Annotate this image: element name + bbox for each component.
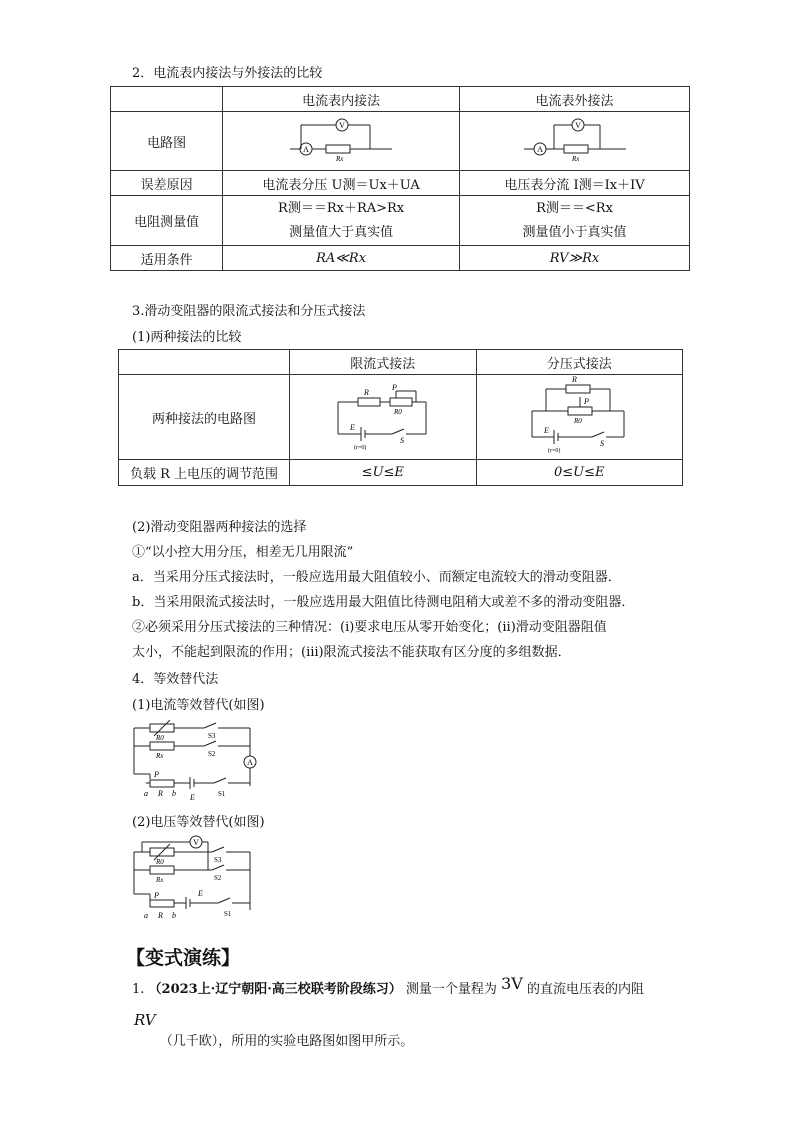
ammeter-symbol: A [536,145,543,154]
s1-label: S1 [218,790,226,798]
a-label: a [144,789,148,798]
e-label: E [198,889,203,898]
e-label: E [190,793,195,802]
r0-label: R0 [156,858,164,866]
section-4-sub1: (1)电流等效替代(如图) [132,698,265,713]
header-outer: 电流表外接法 [460,87,690,112]
section-3-p3: b．当采用限流式接法时，一般应选用最大阻值比待测电阻稍大或差不多的滑动变阻器． [132,595,635,610]
r-label: R [572,375,578,384]
range-limit: ≤U≤E [290,460,477,486]
s3-label: S3 [208,732,216,740]
section-4-sub2: (2)电压等效替代(如图) [132,815,265,830]
circuit-divide [476,375,682,460]
header-limit: 限流式接法 [290,350,477,375]
ammeter-symbol: A [247,758,253,767]
voltmeter-range: 3V [501,974,523,993]
practice-heading: 【变式演练】 [126,947,241,969]
divide-circuit-diagram [524,375,634,455]
b-label: b [172,789,176,798]
question-source: （2023上·辽宁朝阳·高三校联考阶段练习） [148,982,402,997]
voltmeter-symbol: V [339,121,345,130]
question-text-c: （几千欧），所用的实验电路图如图甲所示。 [159,1034,414,1049]
r-label: R [363,388,369,397]
e-label: E [544,426,550,435]
error-outer: 电压表分流 I测＝Ix＋IV [460,171,690,196]
voltage-substitution-circuit [128,832,268,924]
rx-label: Rx [156,876,164,884]
voltmeter-symbol: V [574,121,581,130]
r0-internal-label: (r=0) [353,445,367,450]
s-label: S [600,439,605,448]
header-divide: 分压式接法 [476,350,682,375]
a-label: a [144,911,148,920]
rx-label: Rx [156,752,164,760]
circuit-inner-diagram [286,116,396,162]
circuit-outer-diagram [520,116,630,162]
measure-outer-formula: R测＝＝<Rx [536,200,613,216]
ammeter-connection-table [110,86,690,271]
section-4-title: 4．等效替代法 [132,672,219,687]
error-inner: 电流表分压 U测＝Ux＋UA [223,171,460,196]
rheostat-connection-table [118,349,683,486]
question-text-a: 测量一个量程为 [405,982,497,997]
p-label: P [154,770,159,779]
s3-label: S3 [214,856,222,864]
condition-inner: RA≪Rx [223,246,460,271]
row-circuit-label: 两种接法的电路图 [119,375,290,460]
section-3-p4: ②必须采用分压式接法的三种情况：(ⅰ)要求电压从零开始变化；(ⅱ)滑动变阻器阻值 [132,620,607,635]
circuit-limit [290,375,477,460]
resistor-label: Rx [571,155,579,162]
row-range-label: 负载 R 上电压的调节范围 [119,460,290,486]
s2-label: S2 [214,874,222,882]
measure-outer-note: 测量值小于真实值 [522,224,627,240]
section-2-title: 2．电流表内接法与外接法的比较 [132,66,323,81]
row-circuit-label: 电路图 [111,112,223,171]
row-condition-label: 适用条件 [111,246,223,271]
circuit-outer [460,112,690,171]
section-3-sub1: (1)两种接法的比较 [132,330,242,345]
p-label: P [391,383,397,392]
r-label: R [158,911,163,920]
measure-inner-formula: R测＝＝Rx＋RA>Rx [278,200,405,216]
row-error-label: 误差原因 [111,171,223,196]
circuit-inner [223,112,460,171]
r0-internal-label: (r=0) [548,448,561,454]
s2-label: S2 [208,750,216,758]
section-3-sub2: (2)滑动变阻器两种接法的选择 [132,520,307,535]
r0-label: R0 [156,734,164,742]
voltmeter-symbol: V [193,838,199,847]
b-label: b [172,911,176,920]
p-label: P [584,397,590,406]
limit-circuit-diagram [328,380,438,450]
resistor-label: Rx [336,155,344,162]
question-1-line [132,974,644,997]
section-3-title: 3.滑动变阻器的限流式接法和分压式接法 [132,304,366,319]
header-inner: 电流表内接法 [223,87,460,112]
s1-label: S1 [224,910,232,918]
question-text-b: 的直流电压表的内阻 [526,982,644,997]
question-1-line-2 [134,1011,414,1049]
question-number: 1. [132,982,145,997]
p-label: P [154,891,159,900]
r-label: R [158,789,163,798]
condition-outer: RV≫Rx [460,246,690,271]
r0-label: R0 [393,408,402,416]
measure-inner-note: 测量值大于真实值 [289,224,394,240]
r0-label: R0 [574,417,583,425]
section-3-p2: a．当采用分压式接法时，一般应选用最大阻值较小、而额定电流较大的滑动变阻器． [132,570,621,585]
row-measure-label: 电阻测量值 [111,196,223,246]
section-3-p5: 太小，不能起到限流的作用；(ⅲ)限流式接法不能获取有区分度的多组数据． [132,645,571,660]
range-divide: 0≤U≤E [476,460,682,486]
voltmeter-resistance-symbol: RV [134,1011,156,1029]
current-substitution-circuit [128,716,268,804]
ammeter-symbol: A [303,145,309,154]
e-label: E [349,423,355,432]
section-3-p1: ①“以小控大用分压，相差无几用限流” [132,545,354,560]
s-label: S [399,436,404,445]
